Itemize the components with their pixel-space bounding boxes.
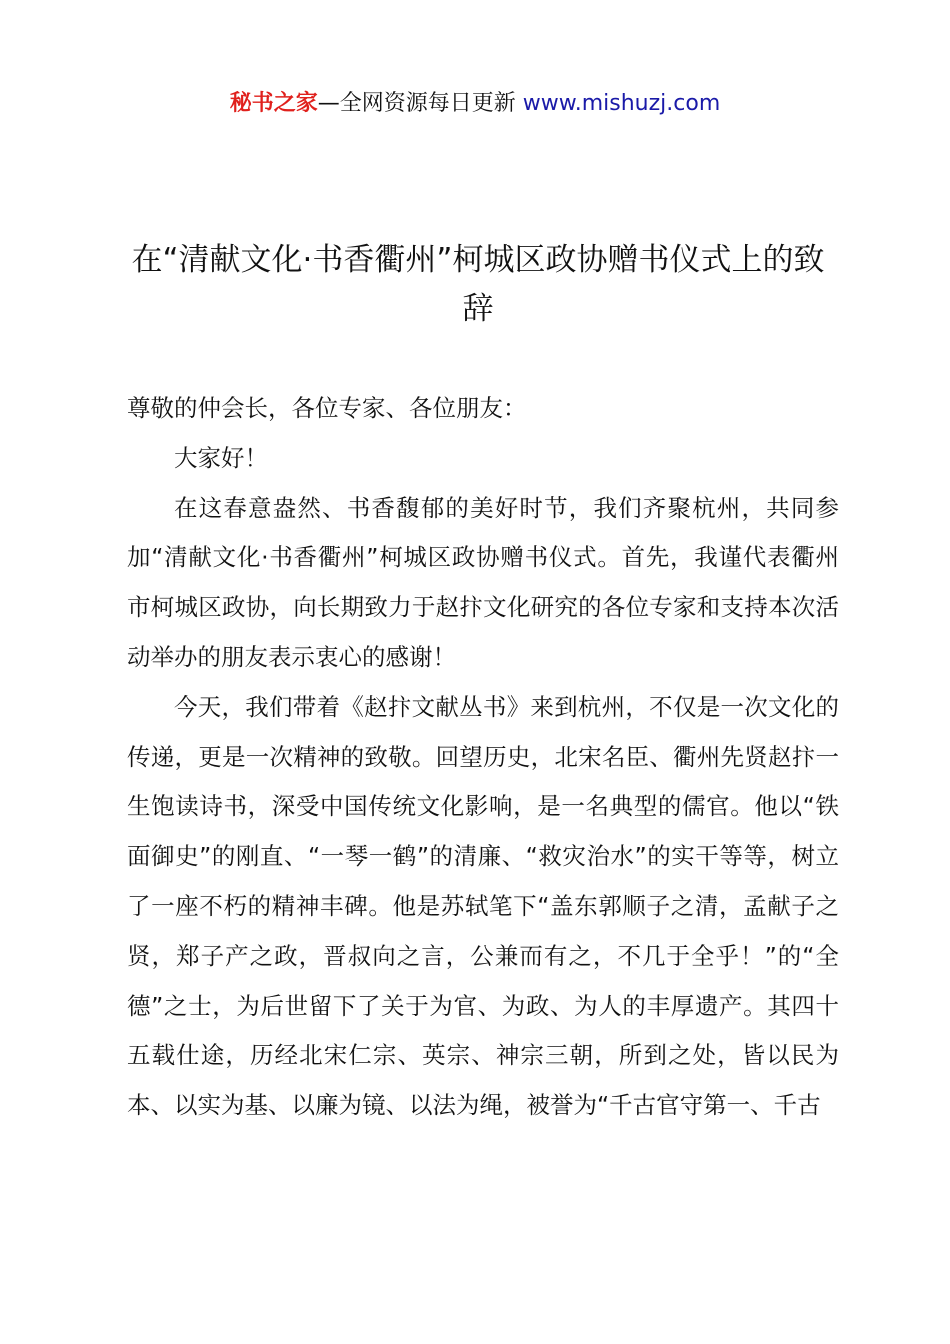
- site-url-link[interactable]: www.mishuzj.com: [522, 91, 721, 116]
- paragraph-history: 今天，我们带着《赵抃文献丛书》来到杭州，不仅是一次文化的传递，更是一次精神的致敬。回望历史，北宋名臣、衢州先贤赵抃一生饱读诗书，深受中国传统文化影响，是一名典型的儒官。他以“铁面御史”的刚直、“一琴一鹤”的清廉、“救灾治水”的实干等等，树立了一座不朽的精神丰碑。他是苏轼笔下“盖东郭顺子之清，孟献子之贤，郑子产之政，晋叔向之言，公兼而有之，不几于全乎！”的“全德”之士，为后世留下了关于为官、为政、为人的丰厚遗产。其四十五载仕途，历经北宋仁宗、英宗、神宗三朝，所到之处，皆以民为本、以实为基、以廉为镜、以法为绳，被誉为“千古官守第一、千古: [127, 692, 839, 1120]
- page-header: [0, 88, 950, 120]
- paragraph-greeting: 大家好！: [174, 443, 268, 472]
- brand-name: 秘书之家: [229, 91, 318, 116]
- salutation: 尊敬的仲会长，各位专家、各位朋友：: [127, 394, 527, 422]
- document-title: 在“清献文化·书香衢州”柯城区政协赠书仪式上的致辞: [131, 242, 825, 327]
- header-tagline: —全网资源每日更新: [317, 91, 523, 116]
- paragraph-intro: 在这春意盎然、书香馥郁的美好时节，我们齐聚杭州，共同参加“清献文化·书香衢州”柯城区政协赠书仪式。首先，我谨代表衢州市柯城区政协，向长期致力于赵抃文化研究的各位专家和支持本次活动举办的朋友表示衷心的感谢！: [127, 493, 839, 671]
- document-body: [127, 384, 839, 1131]
